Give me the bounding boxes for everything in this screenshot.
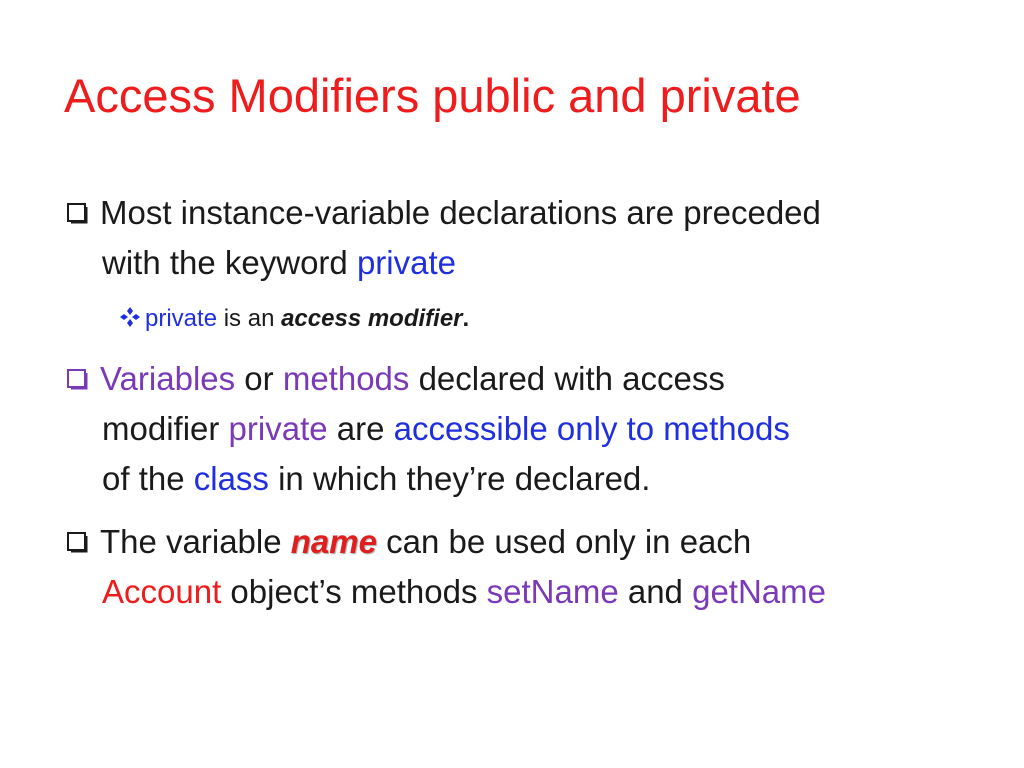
text-are: are bbox=[327, 410, 394, 447]
bullet-3-line-2 bbox=[64, 567, 964, 617]
text-prefix: The variable bbox=[100, 523, 291, 560]
word-accessible: accessible only to methods bbox=[393, 410, 790, 447]
word-name: name bbox=[290, 523, 377, 560]
bullet-1 bbox=[64, 188, 964, 288]
word-private: private bbox=[228, 410, 328, 447]
text-or: or bbox=[235, 360, 283, 397]
bullet-3 bbox=[64, 517, 964, 617]
bullet-1-text-2: with the keyword bbox=[102, 244, 357, 281]
slide-title: Access Modifiers public and private bbox=[64, 69, 801, 122]
text-rest1: can be used only in each bbox=[376, 523, 752, 560]
word-getname: getName bbox=[692, 573, 826, 610]
word-setname: setName bbox=[486, 573, 619, 610]
text-and: and bbox=[618, 573, 693, 610]
sub-keyword-private: private bbox=[145, 305, 218, 332]
bullet-2-line-1 bbox=[64, 354, 964, 404]
checkbox-bullet-icon bbox=[64, 526, 94, 556]
bullet-3-line-1 bbox=[64, 517, 964, 567]
bullet-1-line-2 bbox=[64, 238, 964, 288]
text-declared: declared with access bbox=[409, 360, 725, 397]
word-class: class bbox=[193, 460, 269, 497]
bullet-2 bbox=[64, 354, 964, 504]
checkbox-bullet-icon bbox=[64, 197, 94, 227]
bullet-1-line-1 bbox=[64, 188, 964, 238]
sub-text-end: . bbox=[462, 305, 470, 332]
checkbox-bullet-icon bbox=[64, 363, 94, 393]
word-methods: methods bbox=[282, 360, 410, 397]
keyword-private: private bbox=[356, 244, 457, 281]
sub-text-middle: is an bbox=[217, 305, 282, 332]
text-modifier: modifier bbox=[102, 410, 229, 447]
text-ofthe: of the bbox=[102, 460, 194, 497]
diamond-bullet-icon bbox=[118, 306, 142, 328]
text-rest: in which they’re declared. bbox=[268, 460, 651, 497]
bullet-2-line-3 bbox=[64, 454, 964, 504]
word-variables: Variables bbox=[100, 360, 236, 397]
sub-bullet bbox=[118, 300, 469, 338]
sub-emphasis: access modifier bbox=[281, 305, 463, 332]
word-account: Account bbox=[102, 573, 222, 610]
text-rest2: object’s methods bbox=[221, 573, 487, 610]
bullet-1-text-1: Most instance-variable declarations are preceded bbox=[100, 194, 821, 231]
bullet-2-line-2 bbox=[64, 404, 964, 454]
